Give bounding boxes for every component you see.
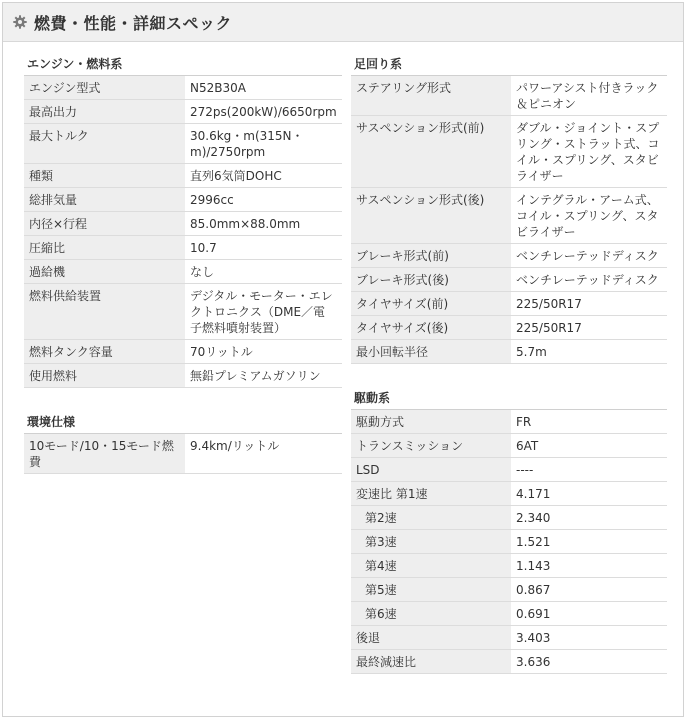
- spec-row: [351, 458, 667, 482]
- spec-row: [351, 554, 667, 578]
- spec-value: 225/50R17: [511, 316, 667, 340]
- spec-label: サスペンション形式(後): [351, 188, 511, 244]
- spec-label: 燃料タンク容量: [24, 340, 185, 364]
- spec-label: 後退: [351, 626, 511, 650]
- spec-label: 第2速: [351, 506, 511, 530]
- spec-row: [24, 434, 342, 474]
- spec-row: [24, 100, 342, 124]
- chassis-spec-table: [351, 76, 667, 364]
- spec-label: 燃料供給装置: [24, 284, 185, 340]
- spec-label: タイヤサイズ(前): [351, 292, 511, 316]
- spec-value: 3.403: [511, 626, 667, 650]
- spec-value: 0.691: [511, 602, 667, 626]
- spec-row: [351, 434, 667, 458]
- spec-label: 第3速: [351, 530, 511, 554]
- spec-value: ベンチレーテッドディスク: [511, 268, 667, 292]
- engine-spec-table: [24, 76, 342, 388]
- spec-value: N52B30A: [185, 76, 342, 100]
- spec-row: [351, 506, 667, 530]
- spec-label: 駆動方式: [351, 410, 511, 434]
- spec-label: タイヤサイズ(後): [351, 316, 511, 340]
- spec-label: LSD: [351, 458, 511, 482]
- spec-label: 圧縮比: [24, 236, 185, 260]
- spec-value: 5.7m: [511, 340, 667, 364]
- spec-value: 10.7: [185, 236, 342, 260]
- spec-row: [24, 236, 342, 260]
- spec-row: [351, 268, 667, 292]
- spec-row: [24, 76, 342, 100]
- spec-value: ベンチレーテッドディスク: [511, 244, 667, 268]
- spec-value: 無鉛プレミアムガソリン: [185, 364, 342, 388]
- spec-value: なし: [185, 260, 342, 284]
- spec-row: [351, 482, 667, 506]
- spec-row: [351, 316, 667, 340]
- spec-value: 3.636: [511, 650, 667, 674]
- panel-header: [3, 3, 683, 42]
- drivetrain-spec-table: [351, 410, 667, 674]
- spec-row: [351, 292, 667, 316]
- spec-label: 最大トルク: [24, 124, 185, 164]
- spec-value: 0.867: [511, 578, 667, 602]
- spec-label: トランスミッション: [351, 434, 511, 458]
- section-title-drivetrain: 駆動系: [351, 387, 667, 410]
- spec-label: 使用燃料: [24, 364, 185, 388]
- left-column: [24, 53, 342, 474]
- spec-label: エンジン型式: [24, 76, 185, 100]
- spec-label: サスペンション形式(前): [351, 116, 511, 188]
- spec-row: [351, 188, 667, 244]
- spec-row: [24, 284, 342, 340]
- section-title-chassis: 足回り系: [351, 53, 667, 76]
- spec-label: 第4速: [351, 554, 511, 578]
- spec-label: 最小回転半径: [351, 340, 511, 364]
- spec-row: [351, 602, 667, 626]
- spec-value: 直列6気筒DOHC: [185, 164, 342, 188]
- spec-label: ブレーキ形式(前): [351, 244, 511, 268]
- spec-value: パワーアシスト付きラック＆ピニオン: [511, 76, 667, 116]
- spec-label: 第6速: [351, 602, 511, 626]
- spec-value: 1.143: [511, 554, 667, 578]
- spec-row: [351, 578, 667, 602]
- spec-value: 6AT: [511, 434, 667, 458]
- spec-row: [24, 364, 342, 388]
- spec-value: 2.340: [511, 506, 667, 530]
- spec-row: [24, 340, 342, 364]
- environment-spec-table: [24, 434, 342, 474]
- spec-value: 2996cc: [185, 188, 342, 212]
- spec-value: デジタル・モーター・エレクトロニクス（DME／電子燃料噴射装置）: [185, 284, 342, 340]
- spec-value: 9.4km/リットル: [185, 434, 342, 474]
- spec-row: [351, 116, 667, 188]
- spec-value: 1.521: [511, 530, 667, 554]
- page-title: 燃費・性能・詳細スペック: [34, 13, 233, 33]
- spec-label: 種類: [24, 164, 185, 188]
- spec-row: [351, 626, 667, 650]
- spec-row: [351, 76, 667, 116]
- spec-row: [351, 340, 667, 364]
- spec-panel: [2, 2, 684, 717]
- spec-label: ブレーキ形式(後): [351, 268, 511, 292]
- spec-value: 225/50R17: [511, 292, 667, 316]
- spec-label: 最高出力: [24, 100, 185, 124]
- spec-row: [24, 124, 342, 164]
- spec-label: 最終減速比: [351, 650, 511, 674]
- spec-value: 272ps(200kW)/6650rpm: [185, 100, 342, 124]
- spec-label: 変速比 第1速: [351, 482, 511, 506]
- spec-row: [351, 244, 667, 268]
- spec-value: 85.0mm×88.0mm: [185, 212, 342, 236]
- spec-row: [351, 650, 667, 674]
- spec-value: FR: [511, 410, 667, 434]
- section-title-environment: 環境仕様: [24, 411, 342, 434]
- spec-label: ステアリング形式: [351, 76, 511, 116]
- section-title-engine: エンジン・燃料系: [24, 53, 342, 76]
- spec-value: 70リットル: [185, 340, 342, 364]
- spec-label: 過給機: [24, 260, 185, 284]
- spec-value: ----: [511, 458, 667, 482]
- spec-row: [24, 260, 342, 284]
- spec-label: 第5速: [351, 578, 511, 602]
- spec-value: 30.6kg・m(315N・m)/2750rpm: [185, 124, 342, 164]
- spec-label: 10モード/10・15モード燃費: [24, 434, 185, 474]
- right-column: [351, 53, 667, 674]
- spec-value: インテグラル・アーム式、コイル・スプリング、スタビライザー: [511, 188, 667, 244]
- spec-row: [351, 530, 667, 554]
- spec-value: ダブル・ジョイント・スプリング・ストラット式、コイル・スプリング、スタビライザー: [511, 116, 667, 188]
- gear-icon: [12, 14, 28, 30]
- spec-label: 内径×行程: [24, 212, 185, 236]
- spec-label: 総排気量: [24, 188, 185, 212]
- spec-row: [24, 212, 342, 236]
- spec-row: [351, 410, 667, 434]
- spec-row: [24, 188, 342, 212]
- spec-value: 4.171: [511, 482, 667, 506]
- spec-row: [24, 164, 342, 188]
